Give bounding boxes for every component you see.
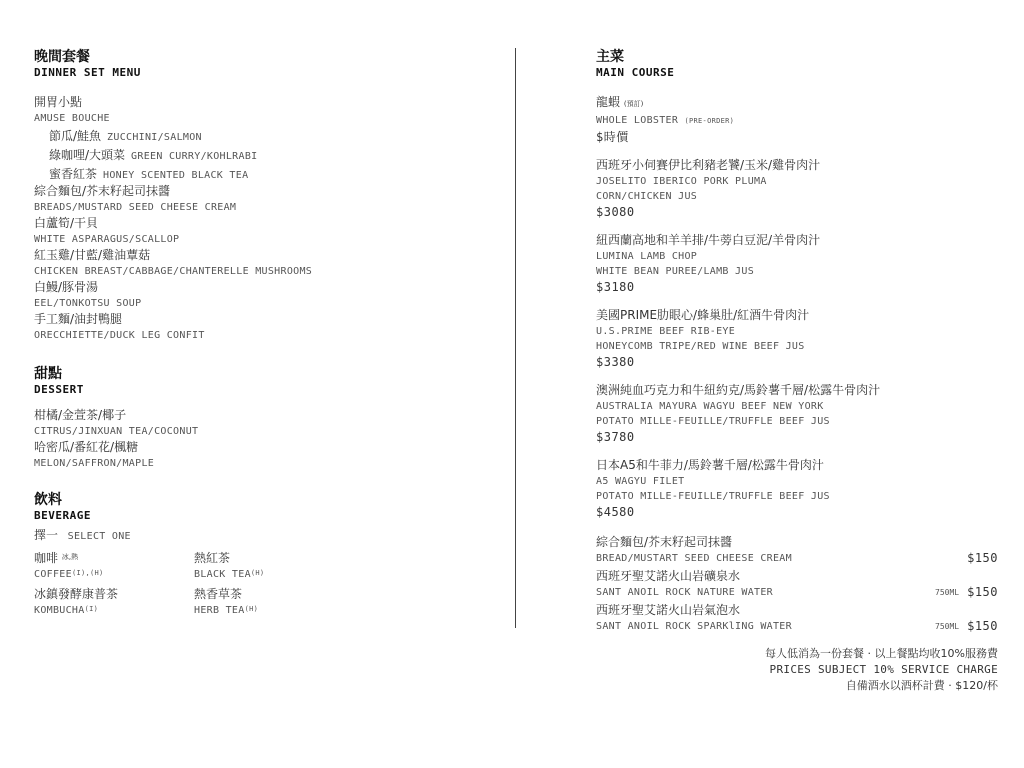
beverage-zh: 熱紅茶 bbox=[194, 551, 231, 565]
beverage-item bbox=[34, 550, 194, 582]
extra-en: SANT ANOIL ROCK SPARKlING WATER bbox=[596, 621, 792, 632]
amuse-item bbox=[49, 164, 494, 183]
main-item bbox=[596, 457, 998, 520]
select-zh: 擇一 bbox=[34, 528, 59, 542]
amuse-title-zh: 開胃小點 bbox=[34, 95, 83, 109]
footer-line-min-charge: 每人低消為一份套餐 · 以上餐點均收10%服務費 bbox=[765, 647, 998, 660]
main-item-zh: 日本A5和牛菲力/馬鈴薯千層/松露牛骨肉汁 bbox=[596, 458, 824, 472]
extra-item bbox=[596, 602, 998, 634]
main-item-en1: A5 WAGYU FILET bbox=[596, 476, 685, 487]
extra-zh: 綜合麵包/芥末籽起司抹醬 bbox=[596, 535, 733, 549]
extra-item bbox=[596, 534, 998, 566]
course-en: ORECCHIETTE/DUCK LEG CONFIT bbox=[34, 330, 205, 341]
beverage-en: KOMBUCHA bbox=[34, 605, 85, 616]
extra-price: $150 bbox=[967, 619, 998, 633]
main-item-price: $3780 bbox=[596, 430, 635, 444]
main-item-zh: 美國PRIME肋眼心/蜂巢肚/紅酒牛骨肉汁 bbox=[596, 308, 810, 322]
main-item-en2: POTATO MILLE-FEUILLE/TRUFFLE BEEF JUS bbox=[596, 491, 830, 502]
main-item bbox=[596, 307, 998, 370]
left-column bbox=[34, 48, 494, 618]
column-divider bbox=[515, 48, 516, 628]
main-item-en2: HONEYCOMB TRIPE/RED WINE BEEF JUS bbox=[596, 341, 805, 352]
right-column bbox=[596, 48, 998, 520]
main-item-price: $3380 bbox=[596, 355, 635, 369]
main-item-lobster bbox=[596, 94, 998, 145]
main-item-en1: JOSELITO IBERICO PORK PLUMA bbox=[596, 176, 767, 187]
beverage-section bbox=[34, 491, 494, 618]
course-en: CHICKEN BREAST/CABBAGE/CHANTERELLE MUSHROOMS bbox=[34, 266, 313, 277]
beverage-zh: 冰鎮發酵康普茶 bbox=[34, 587, 119, 601]
lobster-en: WHOLE LOBSTER bbox=[596, 115, 679, 126]
main-item-en2: WHITE BEAN PUREE/LAMB JUS bbox=[596, 266, 755, 277]
course-zh: 白鰻/豚骨湯 bbox=[34, 280, 99, 294]
main-title-zh: 主菜 bbox=[596, 49, 624, 65]
beverage-en-tag: (I),(H) bbox=[71, 569, 104, 577]
course-zh: 綜合麵包/芥末籽起司抹醬 bbox=[34, 184, 171, 198]
dinner-title-en: DINNER SET MENU bbox=[34, 66, 141, 79]
footer-notes bbox=[765, 646, 998, 694]
main-item-price: $4580 bbox=[596, 505, 635, 519]
extra-volume: 750ML bbox=[935, 588, 960, 597]
main-item-en1: U.S.PRIME BEEF RIB-EYE bbox=[596, 326, 736, 337]
main-item bbox=[596, 232, 998, 295]
beverage-item bbox=[194, 550, 354, 582]
main-item-en1: LUMINA LAMB CHOP bbox=[596, 251, 698, 262]
beverage-select bbox=[34, 525, 494, 544]
course-zh: 紅玉雞/甘藍/雞油蕈菇 bbox=[34, 248, 151, 262]
course-item bbox=[34, 183, 494, 215]
dessert-item bbox=[34, 407, 494, 439]
course-item bbox=[34, 311, 494, 343]
lobster-price: $時價 bbox=[596, 130, 629, 144]
beverage-title-zh: 飲料 bbox=[34, 492, 62, 508]
beverage-en: COFFEE bbox=[34, 569, 72, 580]
dessert-en: MELON/SAFFRON/MAPLE bbox=[34, 458, 155, 469]
beverage-en: HERB TEA bbox=[194, 605, 245, 616]
dessert-section bbox=[34, 365, 494, 471]
amuse-item-en: ZUCCHINI/SALMON bbox=[107, 132, 202, 143]
dessert-item bbox=[34, 439, 494, 471]
main-item-en2: POTATO MILLE-FEUILLE/TRUFFLE BEEF JUS bbox=[596, 416, 830, 427]
course-item bbox=[34, 215, 494, 247]
select-en: SELECT ONE bbox=[67, 531, 131, 542]
dessert-zh: 柑橘/金萱茶/椰子 bbox=[34, 408, 127, 422]
amuse-item-zh: 節瓜/鮭魚 bbox=[49, 129, 102, 143]
lobster-zh: 龍蝦 bbox=[596, 95, 621, 109]
beverage-en-tag: (I) bbox=[84, 605, 99, 613]
beverage-en-tag: (H) bbox=[244, 605, 259, 613]
dessert-en: CITRUS/JINXUAN TEA/COCONUT bbox=[34, 426, 199, 437]
amuse-item-zh: 蜜香紅茶 bbox=[49, 167, 98, 181]
lobster-en-tag: (PRE-ORDER) bbox=[684, 117, 735, 125]
main-item-zh: 澳洲純血巧克力和牛紐約克/馬鈴薯千層/松露牛骨肉汁 bbox=[596, 383, 881, 397]
dessert-title-zh: 甜點 bbox=[34, 366, 62, 382]
footer-line-service-charge: PRICES SUBJECT 10% SERVICE CHARGE bbox=[769, 663, 998, 676]
beverage-item bbox=[34, 586, 194, 618]
beverage-en-tag: (H) bbox=[250, 569, 265, 577]
extra-price: $150 bbox=[967, 585, 998, 599]
course-item bbox=[34, 247, 494, 279]
dessert-title-en: DESSERT bbox=[34, 383, 84, 396]
course-en: EEL/TONKOTSU SOUP bbox=[34, 298, 142, 309]
course-item bbox=[34, 279, 494, 311]
course-zh: 白蘆筍/干貝 bbox=[34, 216, 99, 230]
beverage-zh: 熱香草茶 bbox=[194, 587, 243, 601]
course-en: WHITE ASPARAGUS/SCALLOP bbox=[34, 234, 180, 245]
main-item bbox=[596, 157, 998, 220]
amuse-item bbox=[49, 145, 494, 164]
main-title-en: MAIN COURSE bbox=[596, 66, 675, 79]
beverage-grid bbox=[34, 550, 494, 618]
extras-list bbox=[596, 534, 998, 634]
dinner-title-zh: 晚間套餐 bbox=[34, 49, 90, 65]
extra-en: BREAD/MUSTART SEED CHEESE CREAM bbox=[596, 553, 792, 564]
course-zh: 手工麵/油封鴨腿 bbox=[34, 312, 123, 326]
main-item-en1: AUSTRALIA MAYURA WAGYU BEEF NEW YORK bbox=[596, 401, 824, 412]
main-item-price: $3180 bbox=[596, 280, 635, 294]
dinner-section bbox=[34, 48, 494, 343]
main-item bbox=[596, 382, 998, 445]
beverage-zh-tag: 冰,熱 bbox=[61, 553, 79, 561]
main-item-price: $3080 bbox=[596, 205, 635, 219]
beverage-en: BLACK TEA bbox=[194, 569, 251, 580]
beverage-item bbox=[194, 586, 354, 618]
main-item-zh: 紐西蘭高地和羊羊排/牛蒡白豆泥/羊骨肉汁 bbox=[596, 233, 821, 247]
amuse-item-en: GREEN CURRY/KOHLRABI bbox=[131, 151, 258, 162]
beverage-zh: 咖啡 bbox=[34, 551, 59, 565]
beverage-title-en: BEVERAGE bbox=[34, 509, 91, 522]
main-item-en2: CORN/CHICKEN JUS bbox=[596, 191, 698, 202]
amuse-title-en: AMUSE BOUCHE bbox=[34, 113, 110, 124]
dessert-zh: 哈密瓜/番紅花/楓糖 bbox=[34, 440, 139, 454]
extra-item bbox=[596, 568, 998, 600]
amuse-item-zh: 綠咖哩/大頭菜 bbox=[49, 148, 126, 162]
extra-zh: 西班牙聖艾諾火山岩氣泡水 bbox=[596, 603, 741, 617]
course-en: BREADS/MUSTARD SEED CHEESE CREAM bbox=[34, 202, 237, 213]
lobster-zh-tag: (預訂) bbox=[623, 100, 644, 108]
extra-volume: 750ML bbox=[935, 622, 960, 631]
footer-line-corkage: 自備酒水以酒杯計費 · $120/杯 bbox=[845, 679, 998, 692]
amuse-item-en: HONEY SCENTED BLACK TEA bbox=[103, 170, 249, 181]
extra-zh: 西班牙聖艾諾火山岩礦泉水 bbox=[596, 569, 741, 583]
main-item-zh: 西班牙小伺賽伊比利豬老饕/玉米/雞骨肉汁 bbox=[596, 158, 821, 172]
extra-price: $150 bbox=[967, 551, 998, 565]
extra-en: SANT ANOIL ROCK NATURE WATER bbox=[596, 587, 773, 598]
amuse-item bbox=[49, 126, 494, 145]
